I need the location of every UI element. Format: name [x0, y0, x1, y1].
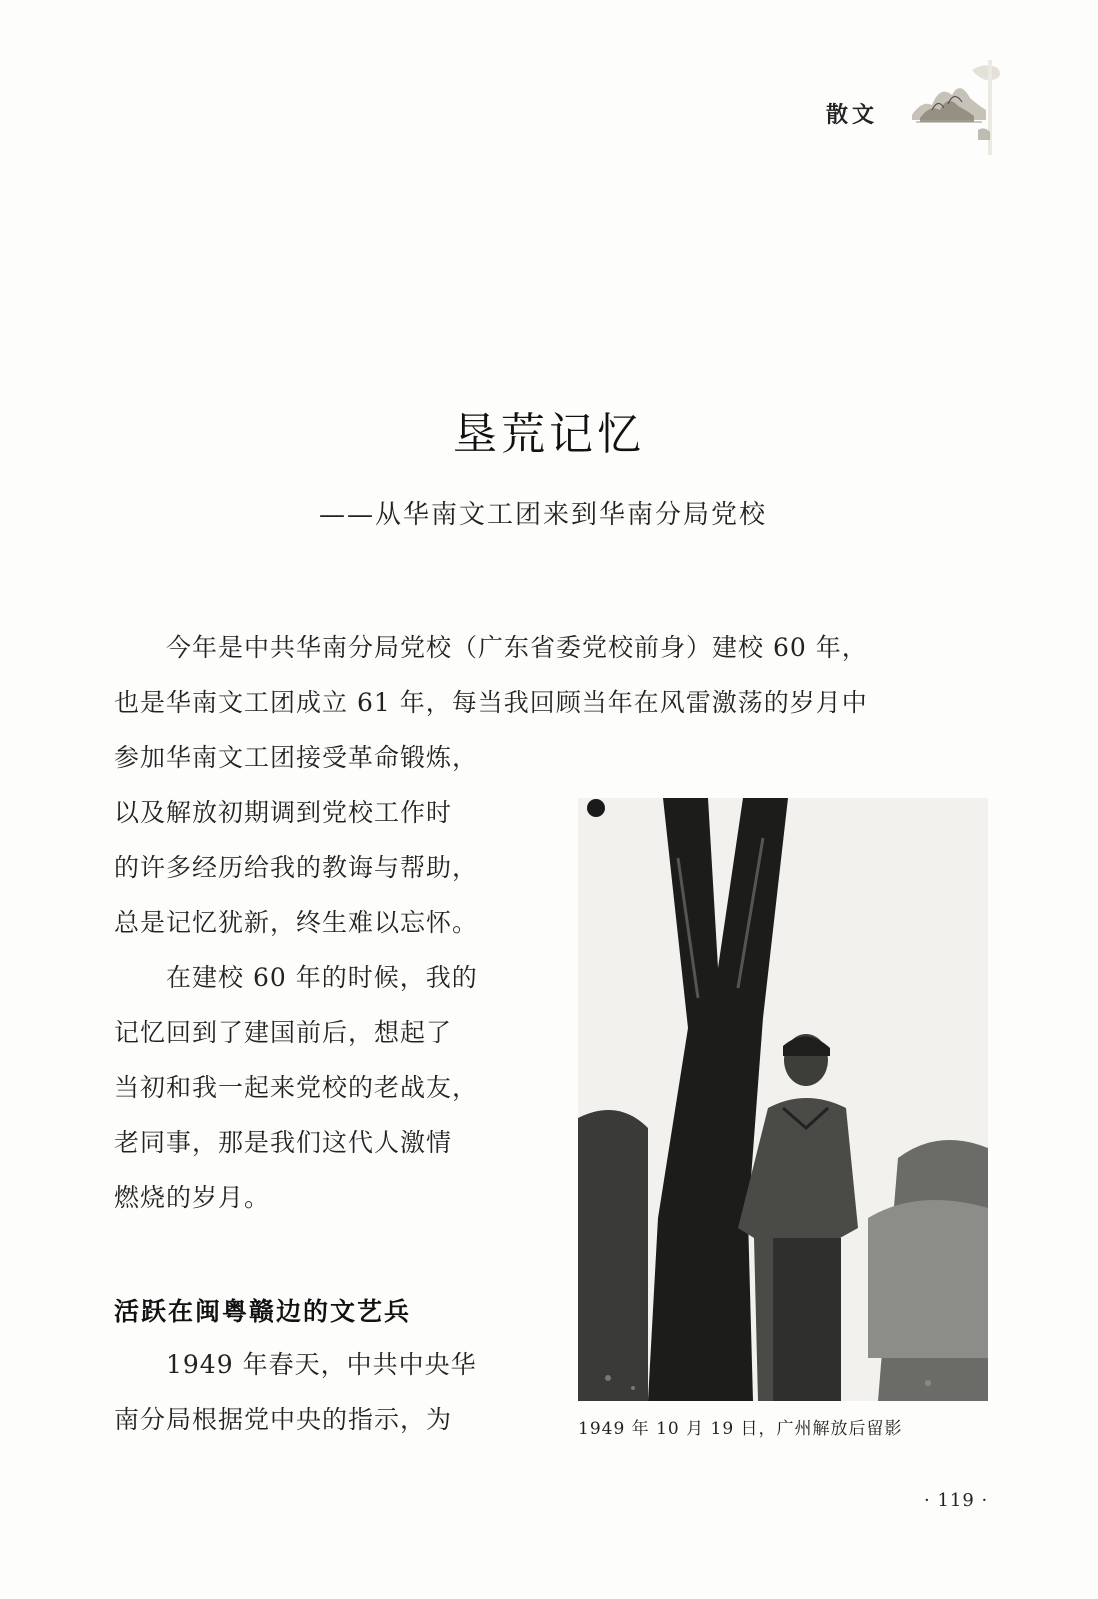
text-line: 老同事，那是我们这代人激情 [114, 1128, 453, 1157]
second-paragraph [114, 950, 534, 1225]
text-line: 1949 年春天，中共中央华 [166, 1350, 477, 1379]
article-title: 垦荒记忆 [453, 409, 645, 460]
text-line: 在建校 60 年的时候，我的 [166, 963, 478, 992]
text-line: 参加华南文工团接受革命锻炼， [114, 743, 479, 772]
section-label: 散文 [826, 102, 879, 128]
photo-caption: 1949 年 10 月 19 日，广州解放后留影 [578, 1419, 903, 1439]
text-line: 今年是中共华南分局党校（广东省委党校前身）建校 60 年， [166, 633, 868, 662]
text-line: 也是华南文工团成立 61 年，每当我回顾当年在风雷激荡的岁月中 [114, 688, 868, 717]
section-heading: 活跃在闽粤赣边的文艺兵 [114, 1297, 412, 1326]
text-line: 的许多经历给我的教诲与帮助， [114, 853, 479, 882]
text-line: 燃烧的岁月。 [114, 1183, 271, 1212]
text-line: 南分局根据党中央的指示，为 [114, 1405, 453, 1434]
text-line: 总是记忆犹新，终生难以忘怀。 [114, 908, 479, 937]
page-number: · 119 · [924, 1490, 989, 1511]
article-subtitle: ——从华南文工团来到华南分局党校 [319, 500, 768, 530]
landscape-painting-icon [912, 60, 1012, 155]
text-line: 以及解放初期调到党校工作时 [114, 798, 453, 827]
third-paragraph [114, 1337, 534, 1447]
portrait-photo-icon [578, 798, 988, 1401]
text-line: 记忆回到了建国前后，想起了 [114, 1018, 453, 1047]
text-line: 当初和我一起来党校的老战友， [114, 1073, 479, 1102]
